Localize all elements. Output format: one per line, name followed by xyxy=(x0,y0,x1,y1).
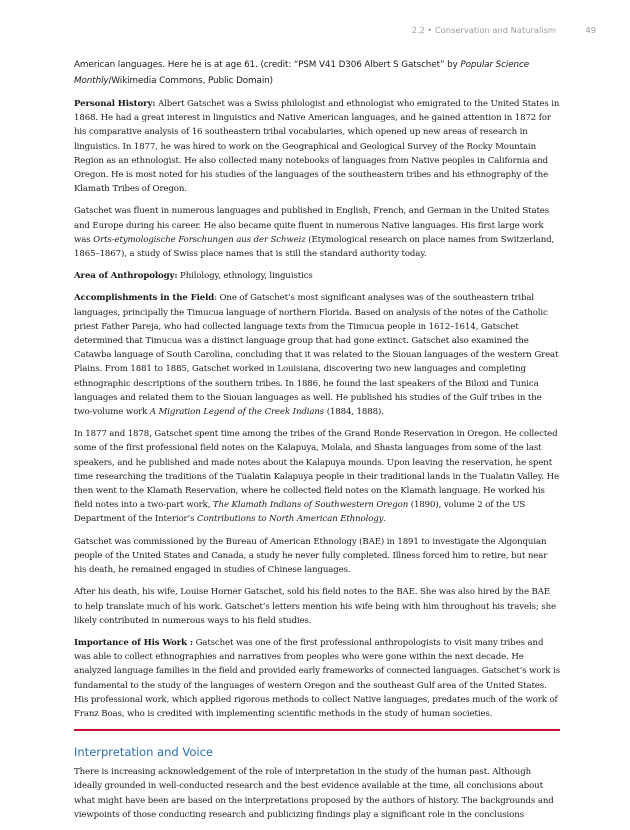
wife-paragraph: After his death, his wife, Louise Horner Gatschet, sold his field notes to the BAE. She was also hired by the BAE to help translate much of his work. Gatschet’s letters mention his wife being with him throughout his travels; she likely contributed in numerous ways to his field studies. xyxy=(74,587,556,626)
grand-ronde-text-c: . xyxy=(383,514,387,525)
first-work-title: Orts-etymologische Forschungen aus der Schweiz xyxy=(93,234,306,245)
personal-history-text: Albert Gatschet was a Swiss philologist and ethnologist who emigrated to the United States in 1868. He had a great interest in linguistics and Native American languages, and he gained attention in 1872 for his comparative analysis of 16 southeastern tribal vocabularies, which opened up new areas of research in linguistics. In 1877, he was hired to work on the Geographical and Geological Survey of the Rocky Mountain Region as an ethnologist. He also collected many notebooks of languages from Native peoples in California and Oregon. He is most noted for his studies of the languages of the southeastern tribes and his ethnography of the Klamath Tribes of Oregon. xyxy=(74,99,560,195)
importance-paragraph xyxy=(74,636,560,721)
area-label: Area of Anthropology: xyxy=(74,271,178,282)
caption-text: American languages. Here he is at age 61. (credit: “PSM V41 D306 Albert S Gatschet” by xyxy=(74,60,461,70)
languages-text-b: (Etymological research on place names from Switzerland, 1865–1867), a study of Swiss place names that is still the standard authority today. xyxy=(74,234,555,260)
interpretation-heading: Interpretation and Voice xyxy=(74,745,213,760)
interpretation-paragraph: There is increasing acknowledgement of the role of interpretation in the study of the human past. Although ideally grounded in well-conducted research and the best evidence available at the time, all conclusions about what might have been are based on the interpretations proposed by the authors of history. The backgrounds and viewpoints of those conducting research and publicizing findings play a significant role in the conclusions xyxy=(74,767,554,820)
section-divider xyxy=(74,729,560,731)
migration-legend-title: A Migration Legend of the Creek Indians xyxy=(149,407,325,418)
accomplishments-paragraph xyxy=(74,291,560,419)
page-number: 49 xyxy=(585,25,596,35)
importance-label: Importance of His Work : xyxy=(74,637,193,648)
area-text: Philology, ethnology, linguistics xyxy=(177,271,313,282)
contributions-title: Contributions to North American Ethnology xyxy=(197,514,384,525)
caption-license: /Wikimedia Commons, Public Domain) xyxy=(108,75,273,86)
klamath-work-title: The Klamath Indians of Southwestern Oregon xyxy=(212,500,409,511)
area-paragraph xyxy=(74,269,560,283)
figure-caption xyxy=(74,58,560,89)
personal-history-paragraph xyxy=(74,97,560,196)
personal-history-label: Personal History: xyxy=(74,99,156,109)
languages-paragraph xyxy=(74,204,560,261)
languages-text-a: Gatschet was fluent in numerous languages and published in English, French, and German in the United States and Europe during his career. He also became quite fluent in numerous Native languages. His first large work was xyxy=(74,206,550,245)
header-section-title: 2.2 • Conservation and Naturalism xyxy=(411,25,556,35)
grand-ronde-text-b: (1890), volume 2 of the US Department of the Interior’s xyxy=(74,500,526,525)
running-header xyxy=(0,25,630,39)
caption-source-italic: Popular Science Monthly xyxy=(74,60,530,86)
accomplishments-text-b: (1884, 1888). xyxy=(324,407,384,418)
grand-ronde-paragraph xyxy=(74,427,560,526)
accomplishments-text-a: : One of Gatschet’s most significant analyses was of the southeastern tribal languages, principally the Timucua language of northern Florida. Based on analysis of the notes of the Catholic priest Father Pareja, who had collected language texts from the Timucua people in 1612–1614, Gatschet determined that Timucua was a distinct language group that had gone extinct. Gatschet also examined the Catawba language of South Carolina, concluding that it was related to the Siouan languages of the western Great Plains. From 1881 to 1885, Gatschet worked in Louisiana, discovering two new languages and completing ethnographic descriptions of the southern tribes. In 1886, he found the last speakers of the Biloxi and Tunica languages and related them to the Siouan languages as well. He published his studies of the Gulf tribes in the two-volume work xyxy=(74,293,559,418)
page-content xyxy=(74,58,560,830)
grand-ronde-text-a: In 1877 and 1878, Gatschet spent time among the tribes of the Grand Ronde Reservation in Oregon. He collected some of the first professional field notes on the Kalapuya, Molala, and Shasta languages from some of the last speakers, and he published and made notes about the Kalapuya mounds. Upon leaving the reservation, he spent time researching the traditions of the Tualatin Kalapuya people in their traditional lands in the Tualatin Valley. He then went to the Klamath Reservation, where he collected field notes on the Klamath language. He worked his field notes into a two-part work, xyxy=(74,429,559,511)
bae-paragraph: Gatschet was commissioned by the Bureau of American Ethnology (BAE) in 1891 to investigate the Algonquian people of the United States and Canada, a study he never fully completed. Illness forced him to retire, but near his death, he remained engaged in studies of Chinese languages. xyxy=(74,536,548,576)
importance-text: Gatschet was one of the first professional anthropologists to visit many tribes and was able to collect ethnographies and narratives from peoples who were gone within the next decade. He analyzed language families in the field and provided early frameworks of connected languages. Gatschet’s work is fundamental to the study of the languages of western Oregon and the southeast Gulf area of the United States. His professional work, which applied rigorous methods to collect Native languages, predates much of the work of Franz Boas, who is credited with implementing scientific methods in the study of human societies. xyxy=(74,637,560,719)
accomplishments-label: Accomplishments in the Field xyxy=(74,293,215,304)
